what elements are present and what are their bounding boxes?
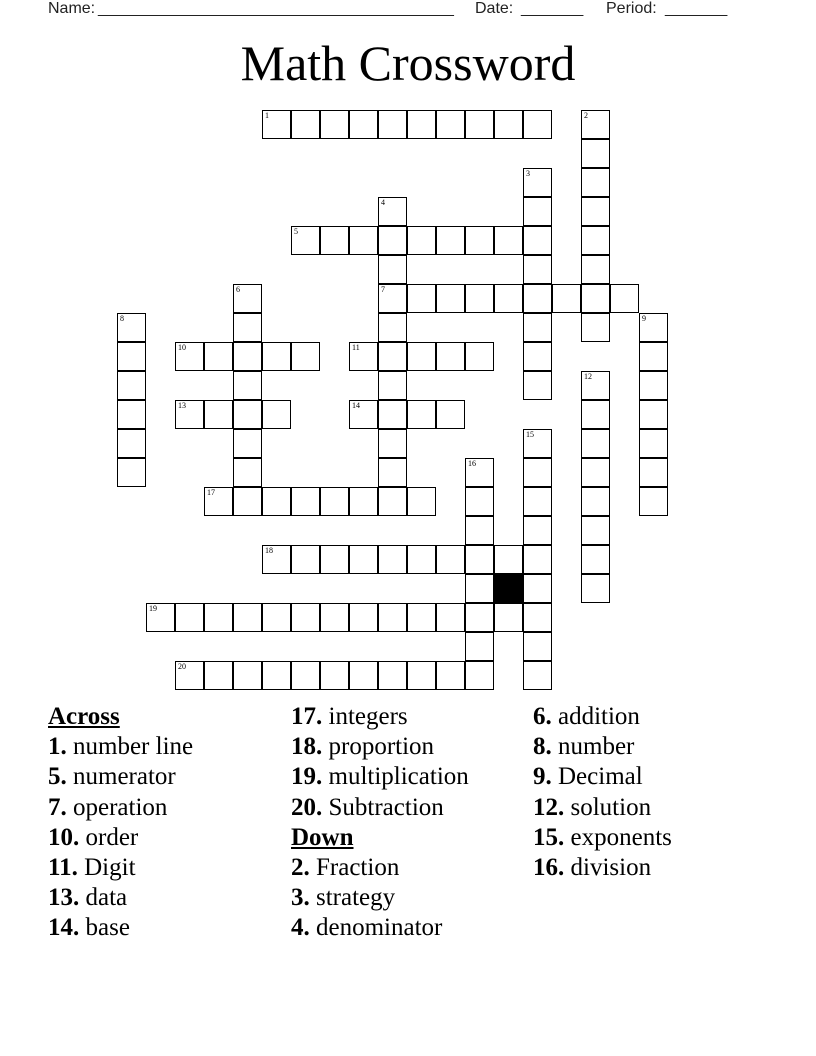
date-blank[interactable]: _______ [521,0,584,17]
grid-cell[interactable] [204,342,233,371]
grid-cell[interactable] [117,458,146,487]
grid-cell[interactable] [204,487,233,516]
clue-text: solution [570,793,652,821]
grid-cell[interactable] [233,661,262,690]
grid-cell[interactable] [465,632,494,661]
grid-cell[interactable] [204,661,233,690]
grid-cell[interactable] [349,661,378,690]
clue-number: 14 [352,401,360,410]
grid-cell[interactable] [465,342,494,371]
grid-cell[interactable] [494,110,523,139]
grid-cell[interactable] [581,313,610,342]
grid-cell[interactable] [465,545,494,574]
grid-cell[interactable] [639,371,668,400]
clue-number: 1. [48,733,67,761]
grid-cell[interactable] [581,574,610,603]
clue-column-1 [48,702,193,944]
grid-cell[interactable] [465,226,494,255]
clue-number: 3. [291,884,310,912]
clue-number: 17. [291,703,323,730]
grid-cell[interactable] [262,661,291,690]
name-blank[interactable]: ________________________________________ [98,0,454,17]
grid-cell[interactable] [436,661,465,690]
grid-cell[interactable] [523,313,552,342]
clue-number: 10 [178,343,186,352]
clue-number: 19 [149,604,157,613]
grid-cell[interactable] [204,603,233,632]
clue-number: 11 [352,343,360,352]
grid-cell[interactable] [407,603,436,632]
grid-cell[interactable] [378,342,407,371]
grid-cell[interactable] [378,661,407,690]
grid-cell[interactable] [117,429,146,458]
grid-cell[interactable] [494,603,523,632]
grid-cell[interactable] [262,400,291,429]
clue-item [291,913,469,943]
grid-cell[interactable] [233,458,262,487]
grid-cell[interactable] [581,487,610,516]
grid-cell[interactable] [639,487,668,516]
grid-cell[interactable] [639,342,668,371]
grid-cell[interactable] [349,487,378,516]
grid-cell[interactable] [233,342,262,371]
grid-cell[interactable] [233,284,262,313]
grid-cell[interactable] [436,545,465,574]
grid-cell[interactable] [291,226,320,255]
grid-cell[interactable] [378,110,407,139]
grid-cell[interactable] [436,603,465,632]
grid-cell[interactable] [349,342,378,371]
down-heading: Down [291,823,354,851]
grid-cell[interactable] [378,400,407,429]
grid-cell[interactable] [407,661,436,690]
grid-cell[interactable] [291,487,320,516]
clue-text: division [570,853,652,881]
clue-text: Subtraction [328,793,444,821]
grid-cell[interactable] [262,487,291,516]
grid-cell[interactable] [639,400,668,429]
clue-number: 2 [584,111,588,120]
grid-cell[interactable] [117,371,146,400]
clue-item [291,853,469,883]
clue-number: 15 [526,430,534,439]
date-label: Date: [475,0,514,17]
grid-cell[interactable] [378,371,407,400]
grid-cell[interactable] [523,342,552,371]
across-heading: Across [48,703,120,730]
grid-cell[interactable] [407,226,436,255]
grid-cell[interactable] [465,574,494,603]
grid-cell[interactable] [436,400,465,429]
clue-number: 16. [533,853,565,881]
grid-cell[interactable] [523,458,552,487]
grid-cell[interactable] [581,458,610,487]
grid-cell[interactable] [378,255,407,284]
grid-cell[interactable] [146,603,175,632]
grid-cell[interactable] [320,487,349,516]
grid-cell[interactable] [523,661,552,690]
grid-cell[interactable] [378,487,407,516]
grid-cell[interactable] [465,661,494,690]
clue-number: 12 [584,372,592,381]
clue-number: 17 [207,488,215,497]
clue-number: 18 [265,546,273,555]
grid-cell[interactable] [378,197,407,226]
clue-item [291,793,469,823]
grid-cell[interactable] [233,400,262,429]
grid-cell[interactable] [581,255,610,284]
clue-number: 6. [533,703,552,730]
grid-cell[interactable] [436,226,465,255]
grid-cell[interactable] [320,110,349,139]
clue-number: 14. [48,914,80,942]
grid-cell[interactable] [407,545,436,574]
clue-number: 9. [533,763,552,791]
clue-number: 15. [533,823,565,851]
clue-item [48,823,193,853]
grid-cell[interactable] [320,545,349,574]
grid-cell[interactable] [291,110,320,139]
clue-number: 20 [178,662,186,671]
grid-cell[interactable] [407,487,436,516]
grid-cell[interactable] [523,110,552,139]
clue-number: 19. [291,763,323,791]
clue-number: 11. [48,853,78,881]
clue-number: 20. [291,793,323,821]
grid-cell[interactable] [117,313,146,342]
clue-item [533,702,672,732]
clue-number: 13. [48,884,80,912]
clue-column-3 [533,702,672,883]
clue-item [48,913,193,943]
grid-cell[interactable] [320,603,349,632]
grid-cell[interactable] [233,603,262,632]
grid-cell[interactable] [291,545,320,574]
grid-cell[interactable] [465,458,494,487]
clue-text: number [558,733,635,761]
clue-text: exponents [570,823,672,851]
grid-cell[interactable] [407,400,436,429]
grid-cell[interactable] [291,342,320,371]
grid-cell[interactable] [523,255,552,284]
clue-number: 5 [294,227,298,236]
clue-text: Decimal [558,763,643,791]
grid-cell[interactable] [523,226,552,255]
grid-cell[interactable] [523,632,552,661]
grid-cell[interactable] [494,284,523,313]
grid-cell[interactable] [581,545,610,574]
clue-number: 8 [120,314,124,323]
clue-number: 7. [48,793,67,821]
grid-cell[interactable] [581,284,610,313]
grid-cell[interactable] [378,226,407,255]
clue-text: Fraction [316,853,400,881]
clue-number: 18. [291,733,323,761]
grid-cell[interactable] [639,458,668,487]
clue-item [533,762,672,792]
page-title: Math Crossword [240,35,576,91]
grid-cell[interactable] [581,400,610,429]
grid-cell[interactable] [523,545,552,574]
clue-number: 5. [48,763,67,791]
grid-cell[interactable] [175,400,204,429]
clue-item [533,732,672,762]
grid-cell[interactable] [523,574,552,603]
grid-cell[interactable] [378,545,407,574]
clue-item [48,883,193,913]
clue-number: 9 [642,314,646,323]
grid-cell[interactable] [117,400,146,429]
clue-number: 12. [533,793,565,821]
grid-cell[interactable] [436,284,465,313]
clue-text: base [85,914,130,942]
grid-cell[interactable] [233,429,262,458]
grid-cell[interactable] [581,139,610,168]
grid-cell[interactable] [581,110,610,139]
clue-text: addition [558,703,640,730]
grid-cell[interactable] [581,226,610,255]
grid-cell[interactable] [349,603,378,632]
grid-cell[interactable] [581,516,610,545]
grid-cell[interactable] [349,400,378,429]
clue-item [291,732,469,762]
clue-text: strategy [316,884,396,912]
clue-number: 13 [178,401,186,410]
grid-cell[interactable] [465,110,494,139]
clue-text: data [85,884,128,912]
grid-cell[interactable] [465,603,494,632]
grid-cell[interactable] [581,429,610,458]
grid-cell[interactable] [349,110,378,139]
grid-cell[interactable] [581,371,610,400]
grid-cell[interactable] [552,284,581,313]
clue-number: 4. [291,914,310,942]
clue-item [48,853,193,883]
grid-cell[interactable] [639,429,668,458]
grid-cell[interactable] [465,284,494,313]
clue-text: denominator [316,914,443,942]
clue-item [48,732,193,762]
grid-cell[interactable] [320,661,349,690]
grid-cell[interactable] [262,545,291,574]
grid-cell[interactable] [262,603,291,632]
grid-cell[interactable] [465,487,494,516]
grid-cell[interactable] [349,545,378,574]
grid-cell[interactable] [378,458,407,487]
grid-cell[interactable] [117,342,146,371]
clue-number: 16 [468,459,476,468]
grid-cell[interactable] [407,110,436,139]
grid-cell[interactable] [378,284,407,313]
clue-number: 4 [381,198,385,207]
clue-text: Digit [84,853,136,881]
period-blank[interactable]: _______ [665,0,728,17]
grid-cell[interactable] [204,400,233,429]
grid-cell[interactable] [581,168,610,197]
clue-item [533,853,672,883]
grid-cell[interactable] [349,226,378,255]
grid-cell[interactable] [610,284,639,313]
black-cell [494,574,523,603]
grid-cell[interactable] [639,313,668,342]
grid-cell[interactable] [436,110,465,139]
clue-text: number line [73,733,194,761]
clue-number: 8. [533,733,552,761]
clue-number: 3 [526,169,530,178]
name-label: Name: [48,0,96,17]
grid-cell[interactable] [523,371,552,400]
grid-cell[interactable] [233,487,262,516]
grid-cell[interactable] [175,603,204,632]
clue-item [291,702,469,732]
clue-item [48,793,193,823]
clue-item [291,883,469,913]
grid-cell[interactable] [233,371,262,400]
period-label: Period: [606,0,657,17]
grid-cell[interactable] [407,342,436,371]
clue-text: numerator [73,763,176,791]
grid-cell[interactable] [581,197,610,226]
grid-cell[interactable] [378,603,407,632]
grid-cell[interactable] [378,429,407,458]
grid-cell[interactable] [262,342,291,371]
grid-cell[interactable] [494,226,523,255]
grid-cell[interactable] [523,516,552,545]
clue-item [533,793,672,823]
grid-cell[interactable] [436,342,465,371]
clue-item [291,762,469,792]
grid-cell[interactable] [523,168,552,197]
grid-cell[interactable] [523,603,552,632]
clue-number: 2. [291,853,310,881]
clue-number: 1 [265,111,269,120]
grid-cell[interactable] [262,110,291,139]
clue-text: operation [73,793,168,821]
grid-cell[interactable] [465,516,494,545]
clue-item [48,762,193,792]
grid-cell[interactable] [523,197,552,226]
grid-cell[interactable] [494,545,523,574]
grid-cell[interactable] [523,284,552,313]
clue-number: 7 [381,285,385,294]
grid-cell[interactable] [320,226,349,255]
grid-cell[interactable] [175,661,204,690]
grid-cell[interactable] [175,342,204,371]
clue-text: multiplication [328,763,469,791]
clue-number: 6 [236,285,240,294]
clue-number: 10. [48,823,80,851]
grid-cell[interactable] [378,313,407,342]
grid-cell[interactable] [523,429,552,458]
grid-cell[interactable] [291,603,320,632]
clue-item [533,823,672,853]
clue-text: proportion [328,733,435,761]
grid-cell[interactable] [407,284,436,313]
grid-cell[interactable] [291,661,320,690]
clue-text: order [85,823,139,851]
clue-column-2 [291,702,469,944]
grid-cell[interactable] [233,313,262,342]
clue-text: integers [328,703,408,730]
grid-cell[interactable] [523,487,552,516]
